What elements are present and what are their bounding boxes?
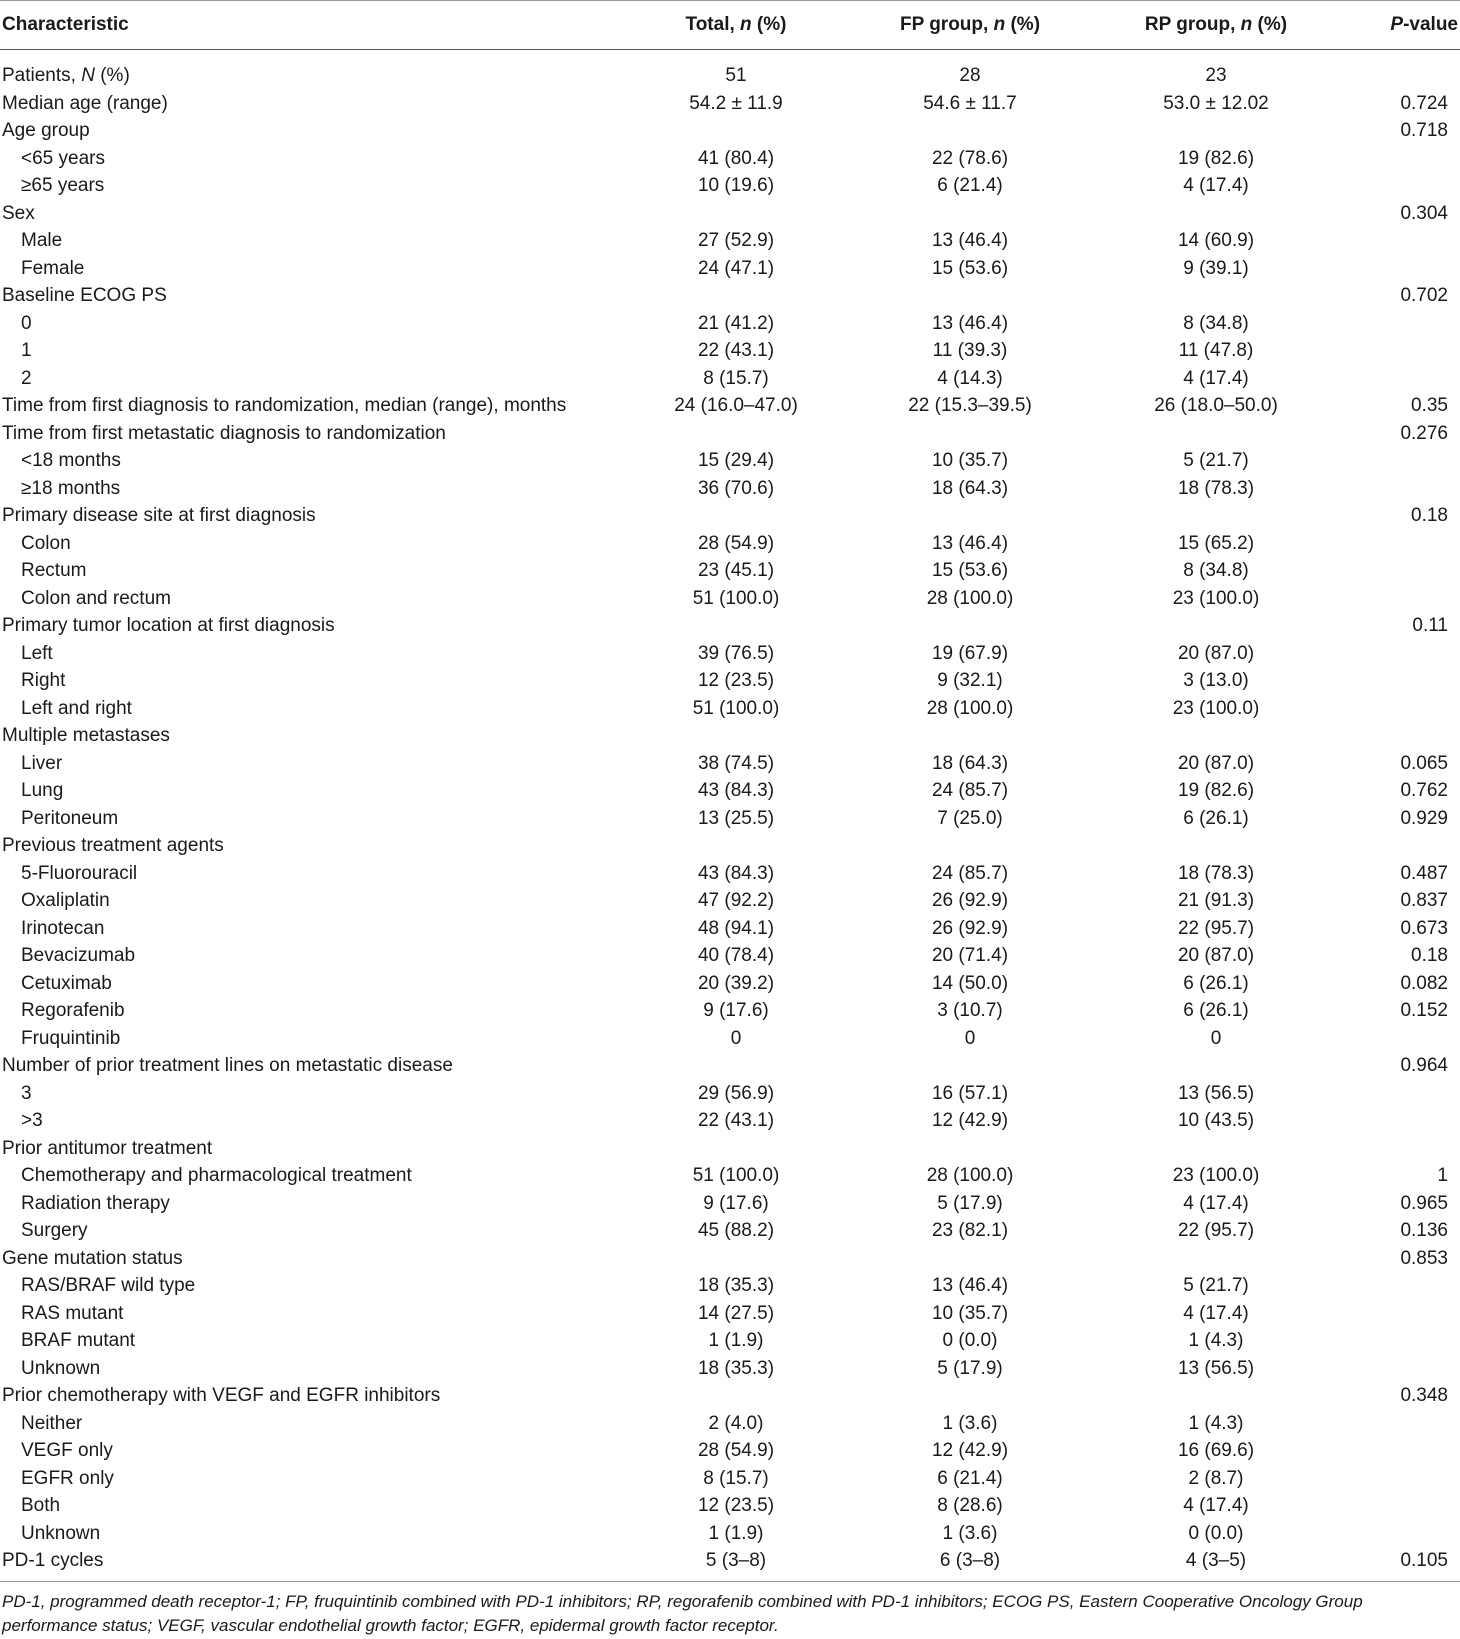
row-characteristic: Median age (range)	[2, 92, 168, 114]
row-fp-group: 0 (0.0)	[942, 1330, 998, 1351]
row-fp-group: 0	[964, 1027, 976, 1049]
row-characteristic: Radiation therapy	[21, 1192, 170, 1214]
row-characteristic: 1	[21, 340, 32, 361]
header-total: Total, n (%)	[685, 14, 787, 35]
row-characteristic: Number of prior treatment lines on metastatic disease	[2, 1055, 453, 1076]
row-fp-group: 18 (64.3)	[931, 477, 1009, 499]
row-total: 12 (23.5)	[697, 1495, 775, 1516]
row-p-value: 0.276	[1400, 422, 1448, 444]
row-characteristic: Left	[21, 642, 53, 664]
row-total: 8 (15.7)	[703, 367, 769, 389]
table-row	[0, 1245, 1460, 1273]
table-row	[0, 530, 1460, 558]
row-p-value: 0.152	[1400, 1000, 1448, 1021]
table-row	[0, 1465, 1460, 1493]
row-total: 51 (100.0)	[692, 587, 780, 609]
table-row	[0, 585, 1460, 613]
row-characteristic: <65 years	[21, 147, 105, 169]
row-characteristic: Gene mutation status	[2, 1247, 183, 1269]
table-row	[0, 475, 1460, 503]
row-total: 22 (43.1)	[697, 1110, 775, 1131]
row-p-value: 0.105	[1400, 1550, 1448, 1571]
row-fp-group: 18 (64.3)	[931, 752, 1009, 774]
table-bottom-rule	[0, 1581, 1460, 1582]
row-rp-group: 6 (26.1)	[1183, 1000, 1249, 1021]
row-rp-group: 6 (26.1)	[1183, 972, 1249, 994]
row-p-value: 0.065	[1400, 752, 1448, 774]
header-fp-group: FP group, n (%)	[899, 14, 1041, 35]
row-rp-group: 13 (56.5)	[1177, 1357, 1255, 1379]
row-rp-group: 19 (82.6)	[1177, 147, 1255, 169]
row-rp-group: 20 (87.0)	[1177, 752, 1255, 774]
row-rp-group: 22 (95.7)	[1177, 1220, 1255, 1241]
row-rp-group: 11 (47.8)	[1178, 340, 1254, 361]
row-total: 36 (70.6)	[697, 477, 775, 499]
row-rp-group: 14 (60.9)	[1177, 230, 1255, 251]
row-rp-group: 3 (13.0)	[1183, 670, 1249, 691]
row-characteristic: Primary disease site at first diagnosis	[2, 505, 316, 526]
row-characteristic: Multiple metastases	[2, 725, 170, 746]
row-total: 0	[730, 1027, 742, 1049]
row-rp-group: 18 (78.3)	[1177, 862, 1255, 884]
row-rp-group: 6 (26.1)	[1183, 807, 1249, 829]
row-total: 12 (23.5)	[697, 670, 775, 691]
table-row	[0, 117, 1460, 145]
row-total: 43 (84.3)	[697, 780, 775, 801]
row-total: 5 (3–8)	[705, 1550, 767, 1571]
row-characteristic: BRAF mutant	[21, 1330, 136, 1351]
row-characteristic: Female	[21, 257, 85, 279]
table-row	[0, 1272, 1460, 1300]
row-fp-group: 9 (32.1)	[937, 670, 1003, 691]
row-rp-group: 18 (78.3)	[1177, 477, 1255, 499]
table-row	[0, 915, 1460, 943]
row-total: 54.2 ± 11.9	[689, 92, 783, 114]
row-fp-group: 1 (3.6)	[942, 1522, 998, 1544]
row-characteristic: Age group	[2, 120, 90, 141]
table-row	[0, 887, 1460, 915]
row-fp-group: 10 (35.7)	[931, 450, 1009, 471]
table-row	[0, 557, 1460, 585]
row-characteristic: Sex	[2, 202, 35, 224]
table-row	[0, 1025, 1460, 1053]
row-total: 43 (84.3)	[697, 862, 775, 884]
table-row	[0, 337, 1460, 365]
row-total: 10 (19.6)	[697, 175, 775, 196]
row-total: 22 (43.1)	[697, 340, 775, 361]
row-total: 15 (29.4)	[697, 450, 775, 471]
row-characteristic: 0	[21, 312, 32, 334]
row-fp-group: 5 (17.9)	[937, 1357, 1003, 1379]
table-row	[0, 1080, 1460, 1108]
table-row	[0, 805, 1460, 833]
table-row	[0, 777, 1460, 805]
row-fp-group: 20 (71.4)	[931, 945, 1009, 966]
row-rp-group: 15 (65.2)	[1177, 532, 1255, 554]
row-rp-group: 16 (69.6)	[1177, 1440, 1255, 1461]
row-fp-group: 13 (46.4)	[931, 230, 1009, 251]
row-fp-group: 14 (50.0)	[931, 972, 1009, 994]
row-rp-group: 8 (34.8)	[1183, 560, 1249, 581]
table-row	[0, 447, 1460, 475]
table-row	[0, 1217, 1460, 1245]
row-characteristic: Unknown	[21, 1357, 101, 1379]
table-row	[0, 502, 1460, 530]
row-characteristic: Both	[21, 1495, 61, 1516]
table-row	[0, 1520, 1460, 1548]
row-characteristic: Lung	[21, 780, 64, 801]
row-p-value: 0.348	[1400, 1385, 1448, 1406]
row-rp-group: 1 (4.3)	[1188, 1330, 1244, 1351]
table-row	[0, 667, 1460, 695]
row-p-value: 0.11	[1412, 615, 1448, 636]
row-fp-group: 6 (21.4)	[937, 175, 1003, 196]
table-row	[0, 90, 1460, 118]
row-characteristic: Unknown	[21, 1522, 101, 1544]
table-row	[0, 365, 1460, 393]
row-fp-group: 24 (85.7)	[931, 780, 1009, 801]
row-rp-group: 13 (56.5)	[1177, 1082, 1255, 1104]
row-fp-group: 28	[959, 65, 981, 86]
row-p-value: 0.837	[1400, 890, 1448, 911]
header-p-value: P-value	[1390, 14, 1458, 35]
row-characteristic: Colon and rectum	[21, 587, 171, 609]
row-p-value: 0.136	[1400, 1220, 1448, 1241]
row-characteristic: VEGF only	[21, 1440, 113, 1461]
row-rp-group: 23 (100.0)	[1172, 1165, 1260, 1186]
row-fp-group: 24 (85.7)	[931, 862, 1009, 884]
row-fp-group: 26 (92.9)	[931, 890, 1009, 911]
row-rp-group: 4 (17.4)	[1183, 367, 1249, 389]
row-p-value: 0.304	[1400, 202, 1448, 224]
row-total: 48 (94.1)	[697, 917, 775, 939]
table-row	[0, 832, 1460, 860]
row-p-value: 0.18	[1411, 505, 1448, 526]
table-row	[0, 942, 1460, 970]
row-fp-group: 13 (46.4)	[931, 312, 1009, 334]
row-fp-group: 12 (42.9)	[931, 1440, 1009, 1461]
row-total: 1 (1.9)	[708, 1522, 764, 1544]
row-total: 51 (100.0)	[692, 697, 780, 719]
table-row	[0, 227, 1460, 255]
row-characteristic: Surgery	[21, 1220, 88, 1241]
row-characteristic: RAS/BRAF wild type	[21, 1275, 196, 1296]
table-body	[0, 62, 1460, 1575]
row-characteristic: Oxaliplatin	[21, 890, 110, 911]
row-rp-group: 0	[1210, 1027, 1222, 1049]
row-rp-group: 0 (0.0)	[1188, 1522, 1244, 1544]
row-rp-group: 21 (91.3)	[1177, 890, 1255, 911]
table-row	[0, 392, 1460, 420]
row-total: 8 (15.7)	[703, 1467, 769, 1489]
table-header	[0, 0, 1460, 49]
row-rp-group: 8 (34.8)	[1183, 312, 1249, 334]
row-characteristic: Irinotecan	[21, 917, 105, 939]
table-row	[0, 1327, 1460, 1355]
row-rp-group: 5 (21.7)	[1183, 450, 1249, 471]
row-p-value: 0.929	[1400, 807, 1448, 829]
table-row	[0, 200, 1460, 228]
table-row	[0, 255, 1460, 283]
row-total: 13 (25.5)	[697, 807, 775, 829]
row-p-value: 0.702	[1400, 285, 1448, 306]
table-row	[0, 1355, 1460, 1383]
row-rp-group: 20 (87.0)	[1177, 945, 1255, 966]
row-total: 1 (1.9)	[708, 1330, 764, 1351]
table-row	[0, 1437, 1460, 1465]
table-row	[0, 1492, 1460, 1520]
row-characteristic: Bevacizumab	[21, 945, 136, 966]
row-fp-group: 19 (67.9)	[931, 642, 1009, 664]
row-total: 14 (27.5)	[697, 1302, 775, 1324]
row-characteristic: Time from first metastatic diagnosis to randomization	[2, 422, 446, 444]
row-characteristic: Previous treatment agents	[2, 835, 224, 856]
row-rp-group: 10 (43.5)	[1177, 1110, 1255, 1131]
row-total: 27 (52.9)	[697, 230, 775, 251]
row-fp-group: 16 (57.1)	[931, 1082, 1009, 1104]
row-fp-group: 12 (42.9)	[931, 1110, 1009, 1131]
row-total: 18 (35.3)	[697, 1357, 775, 1379]
row-rp-group: 23 (100.0)	[1172, 697, 1260, 719]
row-rp-group: 26 (18.0–50.0)	[1154, 395, 1278, 416]
row-fp-group: 28 (100.0)	[926, 587, 1014, 609]
row-characteristic: EGFR only	[21, 1467, 114, 1489]
row-total: 51	[725, 65, 747, 86]
table-header-rule	[0, 49, 1460, 50]
row-characteristic: Time from first diagnosis to randomization, median (range), months	[2, 395, 567, 416]
row-p-value: 0.724	[1400, 92, 1448, 114]
row-characteristic: Colon	[21, 532, 71, 554]
row-fp-group: 23 (82.1)	[931, 1220, 1009, 1241]
table-row	[0, 612, 1460, 640]
table-row	[0, 172, 1460, 200]
table-row	[0, 997, 1460, 1025]
row-fp-group: 8 (28.6)	[937, 1495, 1003, 1516]
row-fp-group: 15 (53.6)	[931, 257, 1009, 279]
row-fp-group: 11 (39.3)	[932, 340, 1008, 361]
row-characteristic: 2	[21, 367, 32, 389]
row-total: 2 (4.0)	[708, 1412, 764, 1434]
row-characteristic: Baseline ECOG PS	[2, 285, 167, 306]
row-fp-group: 15 (53.6)	[931, 560, 1009, 581]
row-fp-group: 54.6 ± 11.7	[923, 92, 1017, 114]
table-row	[0, 1190, 1460, 1218]
row-total: 45 (88.2)	[697, 1220, 775, 1241]
row-p-value: 0.18	[1411, 945, 1448, 966]
table-row	[0, 970, 1460, 998]
table-row	[0, 1162, 1460, 1190]
row-characteristic: Chemotherapy and pharmacological treatment	[21, 1165, 412, 1186]
row-characteristic: RAS mutant	[21, 1302, 124, 1324]
row-p-value: 0.082	[1400, 972, 1448, 994]
row-rp-group: 53.0 ± 12.02	[1163, 92, 1269, 114]
row-p-value: 0.673	[1400, 917, 1448, 939]
row-fp-group: 22 (15.3–39.5)	[908, 395, 1032, 416]
row-rp-group: 9 (39.1)	[1183, 257, 1249, 279]
row-characteristic: Prior antitumor treatment	[2, 1137, 213, 1159]
row-fp-group: 26 (92.9)	[931, 917, 1009, 939]
row-total: 23 (45.1)	[697, 560, 775, 581]
table-row	[0, 695, 1460, 723]
row-p-value: 0.35	[1411, 395, 1448, 416]
table-row	[0, 1300, 1460, 1328]
row-rp-group: 4 (17.4)	[1183, 1495, 1249, 1516]
row-characteristic: Patients, N (%)	[2, 65, 130, 86]
row-characteristic: Rectum	[21, 560, 87, 581]
table-row	[0, 282, 1460, 310]
row-rp-group: 1 (4.3)	[1188, 1412, 1244, 1434]
row-total: 24 (16.0–47.0)	[674, 395, 798, 416]
row-characteristic: <18 months	[21, 450, 121, 471]
row-rp-group: 23 (100.0)	[1172, 587, 1260, 609]
row-characteristic: Peritoneum	[21, 807, 119, 829]
row-fp-group: 1 (3.6)	[942, 1412, 998, 1434]
table-row	[0, 1382, 1460, 1410]
row-total: 28 (54.9)	[697, 532, 775, 554]
row-characteristic: Regorafenib	[21, 1000, 125, 1021]
row-fp-group: 5 (17.9)	[937, 1192, 1003, 1214]
row-fp-group: 3 (10.7)	[937, 1000, 1003, 1021]
row-characteristic: PD-1 cycles	[2, 1550, 104, 1571]
row-fp-group: 28 (100.0)	[926, 697, 1014, 719]
table-row	[0, 640, 1460, 668]
row-rp-group: 2 (8.7)	[1188, 1467, 1244, 1489]
row-total: 18 (35.3)	[697, 1275, 775, 1296]
table-row	[0, 420, 1460, 448]
row-characteristic: 3	[21, 1082, 32, 1104]
row-fp-group: 13 (46.4)	[931, 532, 1009, 554]
header-characteristic: Characteristic	[2, 14, 129, 35]
row-rp-group: 5 (21.7)	[1183, 1275, 1249, 1296]
row-p-value: 0.487	[1400, 862, 1448, 884]
row-total: 21 (41.2)	[697, 312, 775, 334]
row-rp-group: 4 (3–5)	[1185, 1550, 1247, 1571]
row-characteristic: ≥65 years	[21, 175, 105, 196]
row-characteristic: Liver	[21, 752, 63, 774]
row-p-value: 1	[1437, 1165, 1448, 1186]
table-row	[0, 145, 1460, 173]
header-rp-group: RP group, n (%)	[1144, 14, 1288, 35]
row-rp-group: 4 (17.4)	[1183, 1192, 1249, 1214]
row-total: 39 (76.5)	[697, 642, 775, 664]
row-total: 20 (39.2)	[697, 972, 775, 994]
row-rp-group: 4 (17.4)	[1183, 1302, 1249, 1324]
row-characteristic: 5-Fluorouracil	[21, 862, 138, 884]
row-rp-group: 20 (87.0)	[1177, 642, 1255, 664]
row-total: 29 (56.9)	[697, 1082, 775, 1104]
row-rp-group: 19 (82.6)	[1177, 780, 1255, 801]
row-p-value: 0.964	[1400, 1055, 1448, 1076]
row-total: 28 (54.9)	[697, 1440, 775, 1461]
row-total: 38 (74.5)	[697, 752, 775, 774]
row-total: 47 (92.2)	[697, 890, 775, 911]
table-row	[0, 860, 1460, 888]
row-characteristic: Fruquintinib	[21, 1027, 121, 1049]
row-fp-group: 7 (25.0)	[937, 807, 1003, 829]
row-rp-group: 4 (17.4)	[1183, 175, 1249, 196]
row-total: 24 (47.1)	[697, 257, 775, 279]
table-row	[0, 62, 1460, 90]
row-characteristic: Prior chemotherapy with VEGF and EGFR inhibitors	[2, 1385, 441, 1406]
row-fp-group: 6 (21.4)	[937, 1467, 1003, 1489]
row-p-value: 0.718	[1400, 120, 1448, 141]
table-row	[0, 1107, 1460, 1135]
row-p-value: 0.853	[1400, 1247, 1448, 1269]
row-fp-group: 22 (78.6)	[931, 147, 1009, 169]
row-total: 40 (78.4)	[697, 945, 775, 966]
table-row	[0, 1052, 1460, 1080]
table-row	[0, 1135, 1460, 1163]
table-footnote: PD-1, programmed death receptor-1; FP, fruquintinib combined with PD-1 inhibitors; RP, regorafenib combined with PD-1 inhibitors; ECOG PS, Eastern Cooperative Oncology Group performance status; VEGF, vascular endothelial growth factor; EGFR, epidermal growth factor receptor.	[2, 1592, 1363, 1635]
row-total: 9 (17.6)	[703, 1192, 769, 1214]
row-rp-group: 22 (95.7)	[1177, 917, 1255, 939]
row-fp-group: 13 (46.4)	[931, 1275, 1009, 1296]
row-fp-group: 4 (14.3)	[937, 367, 1003, 389]
row-characteristic: Primary tumor location at first diagnosis	[2, 615, 335, 636]
row-total: 9 (17.6)	[703, 1000, 769, 1021]
row-characteristic: Left and right	[21, 697, 132, 719]
row-p-value: 0.762	[1400, 780, 1448, 801]
row-characteristic: Right	[21, 670, 66, 691]
row-characteristic: Male	[21, 230, 63, 251]
row-total: 51 (100.0)	[692, 1165, 780, 1186]
row-rp-group: 23	[1205, 65, 1227, 86]
row-characteristic: Cetuximab	[21, 972, 112, 994]
table-row	[0, 1547, 1460, 1575]
table-row	[0, 722, 1460, 750]
table-row	[0, 310, 1460, 338]
row-characteristic: >3	[21, 1110, 43, 1131]
row-p-value: 0.965	[1400, 1192, 1448, 1214]
row-characteristic: Neither	[21, 1412, 83, 1434]
row-characteristic: ≥18 months	[21, 477, 121, 499]
row-fp-group: 6 (3–8)	[939, 1550, 1001, 1571]
row-fp-group: 28 (100.0)	[926, 1165, 1014, 1186]
table-row	[0, 1410, 1460, 1438]
row-total: 41 (80.4)	[697, 147, 775, 169]
row-fp-group: 10 (35.7)	[931, 1302, 1009, 1324]
table-row	[0, 750, 1460, 778]
